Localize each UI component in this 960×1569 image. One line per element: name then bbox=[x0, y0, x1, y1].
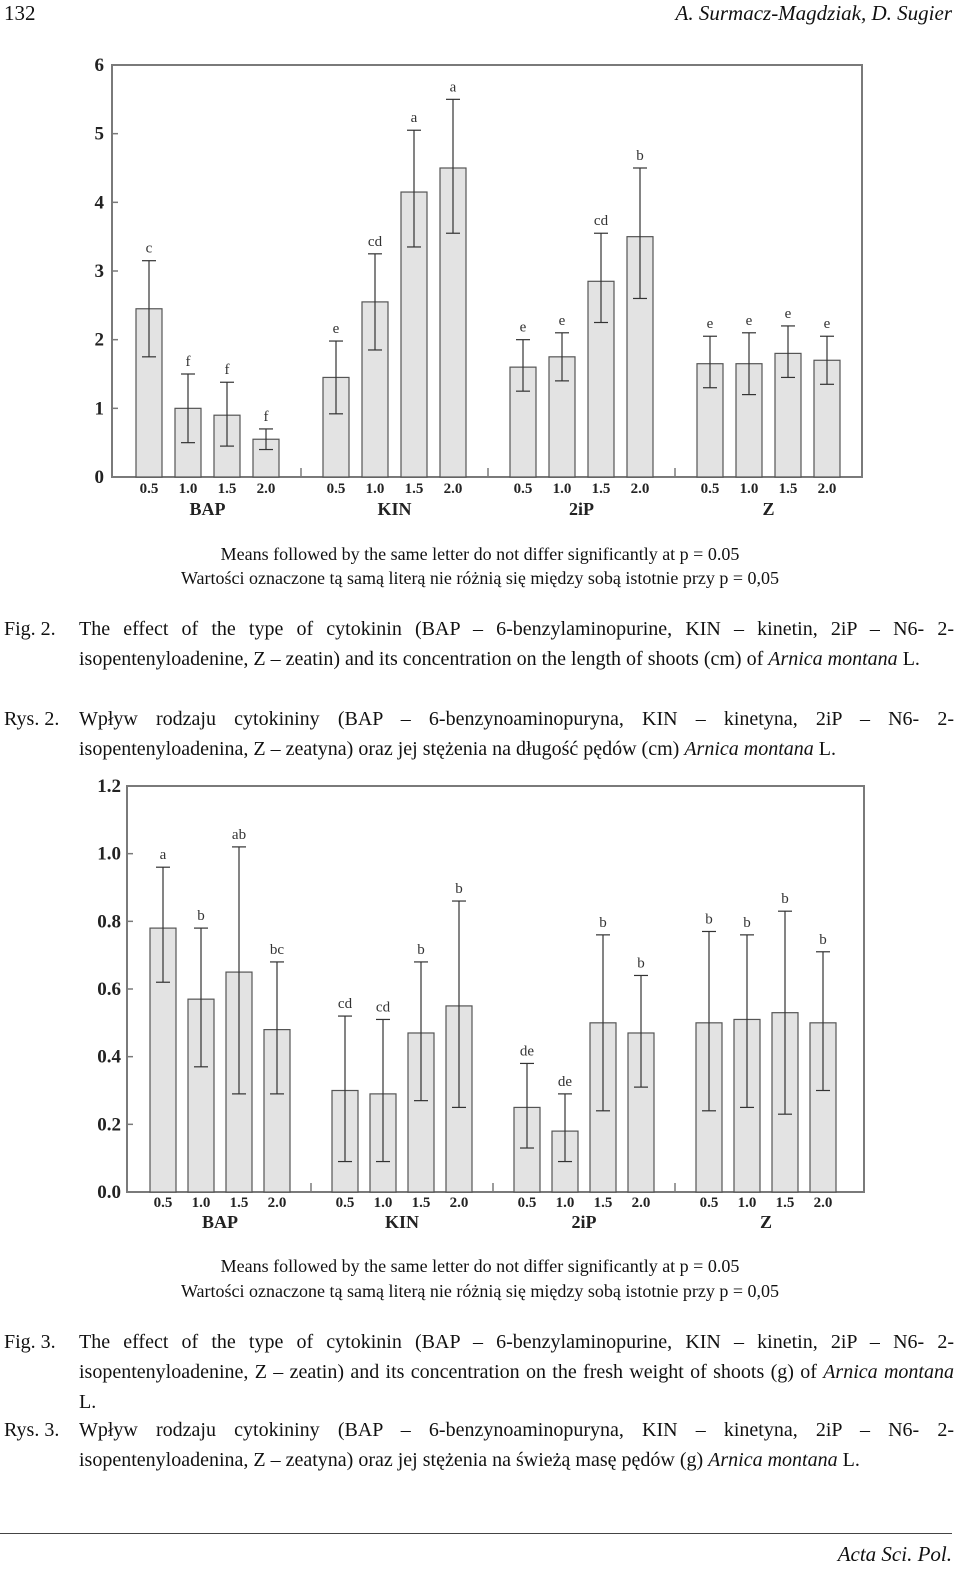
fig2-y-tick-label: 4 bbox=[94, 192, 104, 214]
fig3-concentration-label: 2.0 bbox=[267, 1195, 287, 1211]
fig2-significance-letter: f bbox=[224, 362, 230, 379]
figure-2-caption-pl-text: Wpływ rodzaju cytokininy (BAP – 6-benzynoaminopuryna, KIN – kinetyna, 2iP – N6- 2-isopentenyloadenina, Z – zeatyna) oraz jej stężenia na długość pędów (cm) Arnica montana L. bbox=[79, 708, 954, 760]
fig2-group-label: BAP bbox=[189, 499, 226, 519]
fig2-y-tick-label: 5 bbox=[94, 123, 104, 145]
fig2-concentration-label: 1.5 bbox=[778, 481, 798, 497]
fig2-significance-letter: e bbox=[558, 312, 566, 329]
figure-3-caption-pl-text: Wpływ rodzaju cytokininy (BAP – 6-benzynoaminopuryna, KIN – kinetyna, 2iP – N6- 2-isopentenyloadenina, Z – zeatyna) oraz jej stężenia na świeżą masę pędów (g) Arnica montana L. bbox=[79, 1419, 954, 1471]
fig3-significance-letter: b bbox=[705, 911, 713, 928]
figure-2-bar-chart bbox=[0, 52, 960, 577]
fig2-concentration-label: 2.0 bbox=[256, 481, 276, 497]
figure-2-note-pl: Wartości oznaczone tą samą literą nie różnią się między sobą istotnie przy p = 0,05 bbox=[181, 568, 779, 588]
fig2-significance-letter: b bbox=[636, 148, 644, 164]
fig3-y-tick-label: 1.0 bbox=[97, 843, 121, 865]
fig3-group-label: Z bbox=[759, 1212, 773, 1232]
figure-3-caption-en-label: Fig. 3. bbox=[4, 1331, 56, 1353]
fig3-y-tick-label: 0.4 bbox=[97, 1046, 121, 1068]
fig2-significance-letter: f bbox=[185, 354, 191, 370]
fig3-concentration-label: 1.0 bbox=[191, 1195, 211, 1211]
species-name: Arnica montana bbox=[708, 1449, 838, 1471]
fig2-concentration-label: 0.5 bbox=[326, 481, 346, 497]
fig3-significance-letter: a bbox=[159, 847, 167, 864]
fig3-concentration-label: 2.0 bbox=[449, 1195, 469, 1211]
fig2-group-label: 2iP bbox=[569, 499, 594, 519]
fig3-y-tick-label: 0.6 bbox=[97, 979, 121, 1000]
figure-3-caption-pl-label: Rys. 3. bbox=[4, 1419, 60, 1441]
running-header-authors: A. Surmacz-Magdziak, D. Sugier bbox=[675, 1, 952, 25]
figure-2-caption-en-label: Fig. 2. bbox=[4, 618, 56, 640]
fig2-significance-letter: e bbox=[332, 321, 340, 338]
fig2-significance-letter: e bbox=[784, 305, 792, 322]
fig2-significance-letter: e bbox=[823, 316, 831, 333]
fig3-significance-letter: ab bbox=[231, 826, 247, 843]
fig2-concentration-label: 0.5 bbox=[700, 481, 720, 497]
fig3-concentration-label: 1.0 bbox=[373, 1195, 393, 1211]
fig3-significance-letter: cd bbox=[337, 996, 353, 1013]
fig3-significance-letter: de bbox=[519, 1043, 535, 1060]
fig2-significance-letter: cd bbox=[593, 213, 609, 230]
fig3-concentration-label: 2.0 bbox=[813, 1195, 833, 1211]
fig3-concentration-label: 0.5 bbox=[335, 1195, 355, 1211]
fig2-concentration-label: 0.5 bbox=[139, 481, 159, 497]
species-name: Arnica montana bbox=[823, 1361, 954, 1383]
fig3-concentration-label: 1.5 bbox=[775, 1195, 795, 1211]
footer-rule bbox=[0, 1533, 952, 1534]
fig3-y-tick-label: 1.2 bbox=[97, 776, 121, 797]
fig3-significance-letter: de bbox=[557, 1073, 573, 1090]
figure-3-note-pl: Wartości oznaczone tą samą literą nie różnią się między sobą istotnie przy p = 0,05 bbox=[181, 1281, 779, 1301]
page-number: 132 bbox=[4, 1, 36, 25]
fig3-y-tick-label: 0.0 bbox=[97, 1182, 121, 1203]
fig2-significance-letter: e bbox=[519, 319, 527, 336]
fig2-concentration-label: 0.5 bbox=[513, 481, 533, 497]
fig3-y-tick-label: 0.2 bbox=[97, 1114, 121, 1136]
fig3-concentration-label: 0.5 bbox=[699, 1195, 719, 1211]
figure-2-note-en: Means followed by the same letter do not differ significantly at p = 0.05 bbox=[220, 544, 740, 564]
species-name: Arnica montana bbox=[768, 648, 898, 670]
figure-2-caption-en-text: The effect of the type of cytokinin (BAP – 6-benzylaminopurine, KIN – kinetin, 2iP – N6- 2-isopentenyloadenine, Z – zeatin) and its concentration on the length of shoots (cm) of Arnica montana L. bbox=[79, 618, 954, 670]
fig2-concentration-label: 2.0 bbox=[817, 481, 837, 497]
fig2-group-label: Z bbox=[762, 499, 775, 519]
journal-name: Acta Sci. Pol. bbox=[837, 1542, 952, 1566]
fig3-y-tick-label: 0.8 bbox=[97, 911, 121, 933]
figure-3-caption-en-text: The effect of the type of cytokinin (BAP – 6-benzylaminopurine, KIN – kinetin, 2iP – N6- 2-isopentenyloadenine, Z – zeatin) and its concentration on the fresh weight of shoots (g) of Arnica montana L. bbox=[79, 1331, 954, 1413]
figure-2-caption-pl-label: Rys. 2. bbox=[4, 708, 60, 730]
fig2-significance-letter: a bbox=[410, 110, 418, 127]
fig3-significance-letter: bc bbox=[269, 941, 285, 958]
fig2-concentration-label: 2.0 bbox=[630, 481, 650, 497]
fig2-concentration-label: 1.0 bbox=[739, 481, 759, 497]
fig2-significance-letter: cd bbox=[367, 233, 383, 250]
fig2-concentration-label: 1.0 bbox=[552, 481, 572, 497]
figure-3-note-en: Means followed by the same letter do not differ significantly at p = 0.05 bbox=[220, 1256, 740, 1276]
fig2-y-tick-label: 3 bbox=[94, 261, 104, 282]
fig2-group-label: KIN bbox=[377, 499, 412, 519]
fig3-significance-letter: b bbox=[637, 955, 645, 972]
fig2-significance-letter: e bbox=[706, 316, 714, 333]
fig2-concentration-label: 1.0 bbox=[365, 481, 385, 497]
fig3-significance-letter: b bbox=[781, 891, 789, 908]
fig3-concentration-label: 2.0 bbox=[631, 1195, 651, 1211]
fig3-concentration-label: 1.5 bbox=[593, 1195, 613, 1211]
fig3-group-label: KIN bbox=[384, 1212, 420, 1232]
fig3-significance-letter: b bbox=[819, 931, 827, 948]
fig3-significance-letter: b bbox=[417, 941, 425, 958]
fig2-significance-letter: f bbox=[263, 408, 269, 425]
fig3-significance-letter: b bbox=[743, 914, 751, 931]
fig2-concentration-label: 1.5 bbox=[404, 481, 424, 497]
fig2-concentration-label: 1.5 bbox=[591, 481, 611, 497]
fig3-concentration-label: 0.5 bbox=[153, 1195, 173, 1211]
fig3-concentration-label: 1.5 bbox=[411, 1195, 431, 1211]
fig2-concentration-label: 2.0 bbox=[443, 481, 463, 497]
fig3-significance-letter: b bbox=[599, 914, 607, 931]
species-name: Arnica montana bbox=[684, 738, 814, 760]
fig2-y-tick-label: 1 bbox=[94, 398, 104, 420]
fig3-concentration-label: 1.0 bbox=[737, 1195, 757, 1211]
fig3-significance-letter: b bbox=[197, 908, 205, 925]
fig3-concentration-label: 0.5 bbox=[517, 1195, 537, 1211]
fig2-concentration-label: 1.5 bbox=[217, 481, 237, 497]
fig3-significance-letter: b bbox=[455, 881, 463, 898]
fig2-significance-letter: c bbox=[145, 240, 153, 257]
fig3-group-label: BAP bbox=[202, 1212, 238, 1232]
fig3-concentration-label: 1.0 bbox=[555, 1195, 575, 1211]
fig2-y-tick-label: 2 bbox=[94, 329, 104, 351]
fig3-group-label: 2iP bbox=[571, 1212, 597, 1232]
figure-3-bar-chart bbox=[0, 776, 960, 1246]
fig3-significance-letter: cd bbox=[375, 999, 391, 1016]
fig2-y-tick-label: 6 bbox=[94, 55, 104, 76]
fig3-concentration-label: 1.5 bbox=[229, 1195, 249, 1211]
fig2-significance-letter: e bbox=[745, 312, 753, 329]
fig2-y-tick-label: 0 bbox=[94, 467, 104, 488]
fig2-significance-letter: a bbox=[449, 79, 457, 96]
fig2-concentration-label: 1.0 bbox=[178, 481, 198, 497]
